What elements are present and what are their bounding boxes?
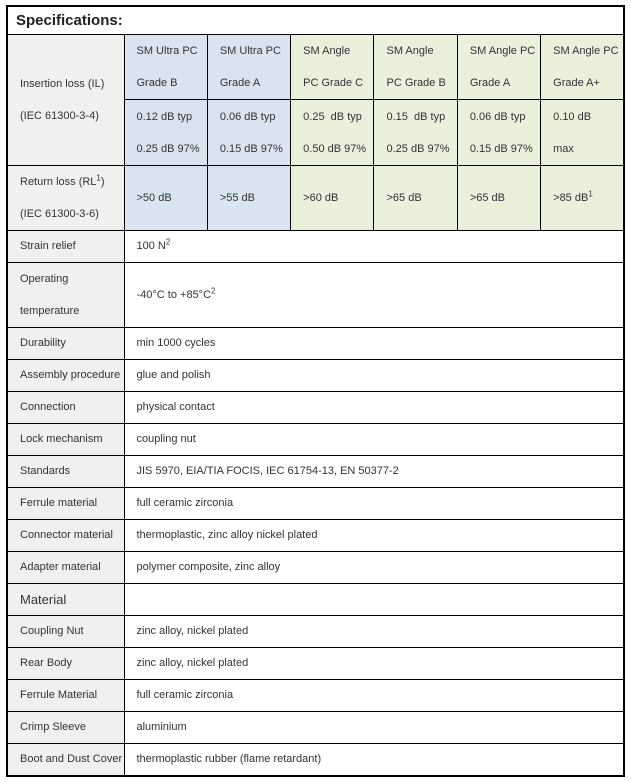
section-row-material bbox=[7, 584, 624, 616]
row-label: Durability bbox=[7, 328, 124, 360]
row-label-insertion-loss bbox=[7, 35, 124, 166]
row-value: JIS 5970, EIA/TIA FOCIS, IEC 61754-13, EN 50377-2 bbox=[124, 456, 624, 488]
row-label: Connection bbox=[7, 392, 124, 424]
row-label-return-loss: Return loss $(RL^1)$ (IEC 61300-3-6) bbox=[7, 166, 124, 231]
return-loss-value: >85 $dB^1$ bbox=[541, 166, 624, 231]
return-loss-value: >55 dB bbox=[207, 166, 290, 231]
row-value: polymer composite, zinc alloy bbox=[124, 552, 624, 584]
insertion-loss-label-line1: Insertion loss (IL) bbox=[20, 78, 105, 90]
return-loss-value: >50 dB bbox=[124, 166, 207, 231]
row-value: -40°C to $+85^\circ C^2$ bbox=[124, 263, 624, 328]
footnote-ref: 1 bbox=[588, 189, 593, 199]
row-value: zinc alloy, nickel plated bbox=[124, 616, 624, 648]
insertion-loss-value: 0.10 dB max bbox=[541, 100, 624, 166]
spec-row-coupling-nut bbox=[7, 616, 624, 648]
row-value: glue and polish bbox=[124, 360, 624, 392]
column-header-sm-ultra-pc-grade-b: SM Ultra PC Grade B bbox=[124, 35, 207, 100]
footnote-ref: 2 bbox=[165, 237, 171, 247]
row-value: zinc alloy, nickel plated bbox=[124, 648, 624, 680]
spec-row-durability bbox=[7, 328, 624, 360]
spec-row-operating-temperature bbox=[7, 263, 624, 328]
spec-row-adapter-material bbox=[7, 552, 624, 584]
column-header-sm-angle-pc-grade-a: SM Angle PC Grade A bbox=[457, 35, 540, 100]
spec-row-ferrule-material bbox=[7, 488, 624, 520]
spec-row-standards bbox=[7, 456, 624, 488]
footnote-ref: 2 bbox=[211, 286, 216, 296]
row-value: full ceramic zirconia bbox=[124, 680, 624, 712]
row-label: Ferrule material bbox=[7, 488, 124, 520]
row-label: Coupling Nut bbox=[7, 616, 124, 648]
page-title: Specifications: bbox=[7, 6, 624, 35]
return-loss-value: >65 dB bbox=[374, 166, 457, 231]
spec-row-boot-and-dust-cover bbox=[7, 744, 624, 777]
row-label: Strain relief bbox=[7, 231, 124, 263]
spec-row-connection bbox=[7, 392, 624, 424]
column-header-sm-ultra-pc-grade-a: SM Ultra PC Grade A bbox=[207, 35, 290, 100]
row-label: Adapter material bbox=[7, 552, 124, 584]
row-value: thermoplastic, zinc alloy nickel plated bbox=[124, 520, 624, 552]
row-label: Boot and Dust Cover bbox=[7, 744, 124, 777]
return-loss-row bbox=[7, 166, 624, 231]
row-label: Lock mechanism bbox=[7, 424, 124, 456]
row-value: min 1000 cycles bbox=[124, 328, 624, 360]
insertion-loss-value: 0.25 dB typ 0.50 dB 97% bbox=[291, 100, 374, 166]
row-value bbox=[124, 584, 624, 616]
insertion-loss-value: 0.06 dB typ 0.15 dB 97% bbox=[457, 100, 540, 166]
row-value: thermoplastic rubber (flame retardant) bbox=[124, 744, 624, 777]
column-header-sm-angle-pc-grade-a-plus: SM Angle PC Grade A+ bbox=[541, 35, 624, 100]
spec-row-connector-material bbox=[7, 520, 624, 552]
insertion-loss-value: 0.12 dB typ 0.25 dB 97% bbox=[124, 100, 207, 166]
return-loss-label-line2: (IEC 61300-3-6) bbox=[20, 208, 99, 220]
column-header-sm-angle-pc-grade-c: SM Angle PC Grade C bbox=[291, 35, 374, 100]
column-header-row bbox=[7, 35, 624, 100]
column-header-sm-angle-pc-grade-b: SM Angle PC Grade B bbox=[374, 35, 457, 100]
row-label: Connector material bbox=[7, 520, 124, 552]
spec-row-assembly-procedure bbox=[7, 360, 624, 392]
spec-row-ferrule-material-2 bbox=[7, 680, 624, 712]
row-value: coupling nut bbox=[124, 424, 624, 456]
row-label: Standards bbox=[7, 456, 124, 488]
row-label: Rear Body bbox=[7, 648, 124, 680]
row-label: Crimp Sleeve bbox=[7, 712, 124, 744]
spec-row-lock-mechanism bbox=[7, 424, 624, 456]
row-label: Assembly procedure bbox=[7, 360, 124, 392]
row-value: physical contact bbox=[124, 392, 624, 424]
return-loss-value: >65 dB bbox=[457, 166, 540, 231]
footnote-ref: 1 bbox=[96, 173, 101, 183]
specifications-table bbox=[6, 5, 625, 777]
row-value: aluminium bbox=[124, 712, 624, 744]
title-row bbox=[7, 6, 624, 35]
row-value: 100 $N^2$ bbox=[124, 231, 624, 263]
spec-row-crimp-sleeve bbox=[7, 712, 624, 744]
spec-row-rear-body bbox=[7, 648, 624, 680]
spec-row-strain-relief bbox=[7, 231, 624, 263]
insertion-loss-value: 0.06 dB typ 0.15 dB 97% bbox=[207, 100, 290, 166]
section-label: Material bbox=[7, 584, 124, 616]
row-label: Ferrule Material bbox=[7, 680, 124, 712]
return-loss-value: >60 dB bbox=[291, 166, 374, 231]
insertion-loss-value: 0.15 dB typ 0.25 dB 97% bbox=[374, 100, 457, 166]
row-label: Operating temperature bbox=[7, 263, 124, 328]
row-value: full ceramic zirconia bbox=[124, 488, 624, 520]
insertion-loss-label-line2: (IEC 61300-3-4) bbox=[20, 110, 99, 122]
